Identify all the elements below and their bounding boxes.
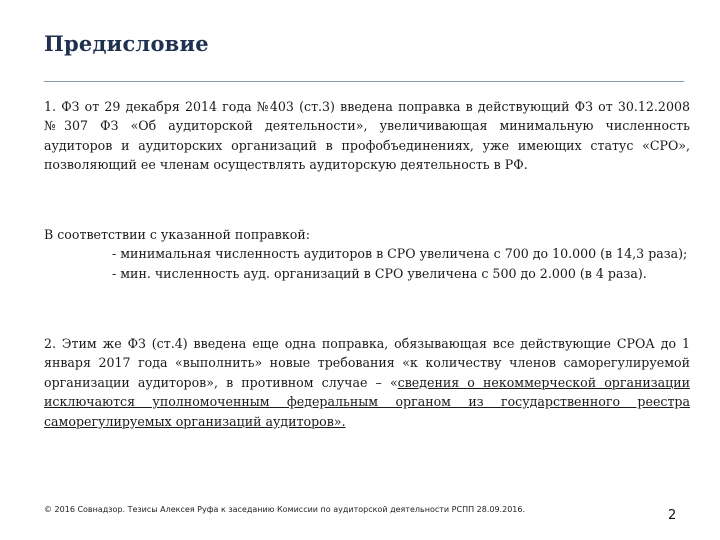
paragraph-1: 1. ФЗ от 29 декабря 2014 года №403 (ст.3) введена поправка в действующий ФЗ от 30.12.2008 №307 ФЗ «Об аудиторской деятельности», увеличивающая минимальную численность аудиторов и аудиторских организаций в профобъединениях, уже имеющих статус «СРО», позволяющий ее членам осуществлять аудиторскую деятельность в РФ.: [44, 99, 690, 173]
footer-copyright: © 2016 Совнадзор. Тезисы Алексея Руфа к заседанию Комиссии по аудиторской деятельности РСПП 28.09.2016.: [44, 505, 526, 514]
paragraph-3: [44, 334, 690, 431]
paragraph-2: [44, 225, 690, 283]
page-number: 2: [668, 508, 677, 523]
title-divider: [44, 81, 684, 82]
bullet-auditors: - минимальная численность аудиторов в СРО увеличена с 700 до 10.000 (в 14,3 раза);: [112, 246, 688, 262]
bullet-organizations: - мин. численность ауд. организаций в СРО увеличена с 500 до 2.000 (в 4 раза).: [112, 265, 647, 281]
paragraph-3-underlined: сведения о некоммерческой организации исключаются уполномоченным федеральным органом из государственного реестра саморегулируемых организаций аудиторов».: [44, 374, 691, 429]
slide-title: Предисловие: [44, 31, 209, 56]
paragraph-3-main: 2. Этим же ФЗ (ст.4) введена еще одна поправка, обязывающая все действующие СРОА до 1 января 2017 года «выполнить» новые требования «к количеству членов саморегулируемой организации аудиторов», в противном случае – «: [44, 336, 690, 390]
paragraph-2-intro: В соответствии с указанной поправкой:: [44, 227, 310, 242]
